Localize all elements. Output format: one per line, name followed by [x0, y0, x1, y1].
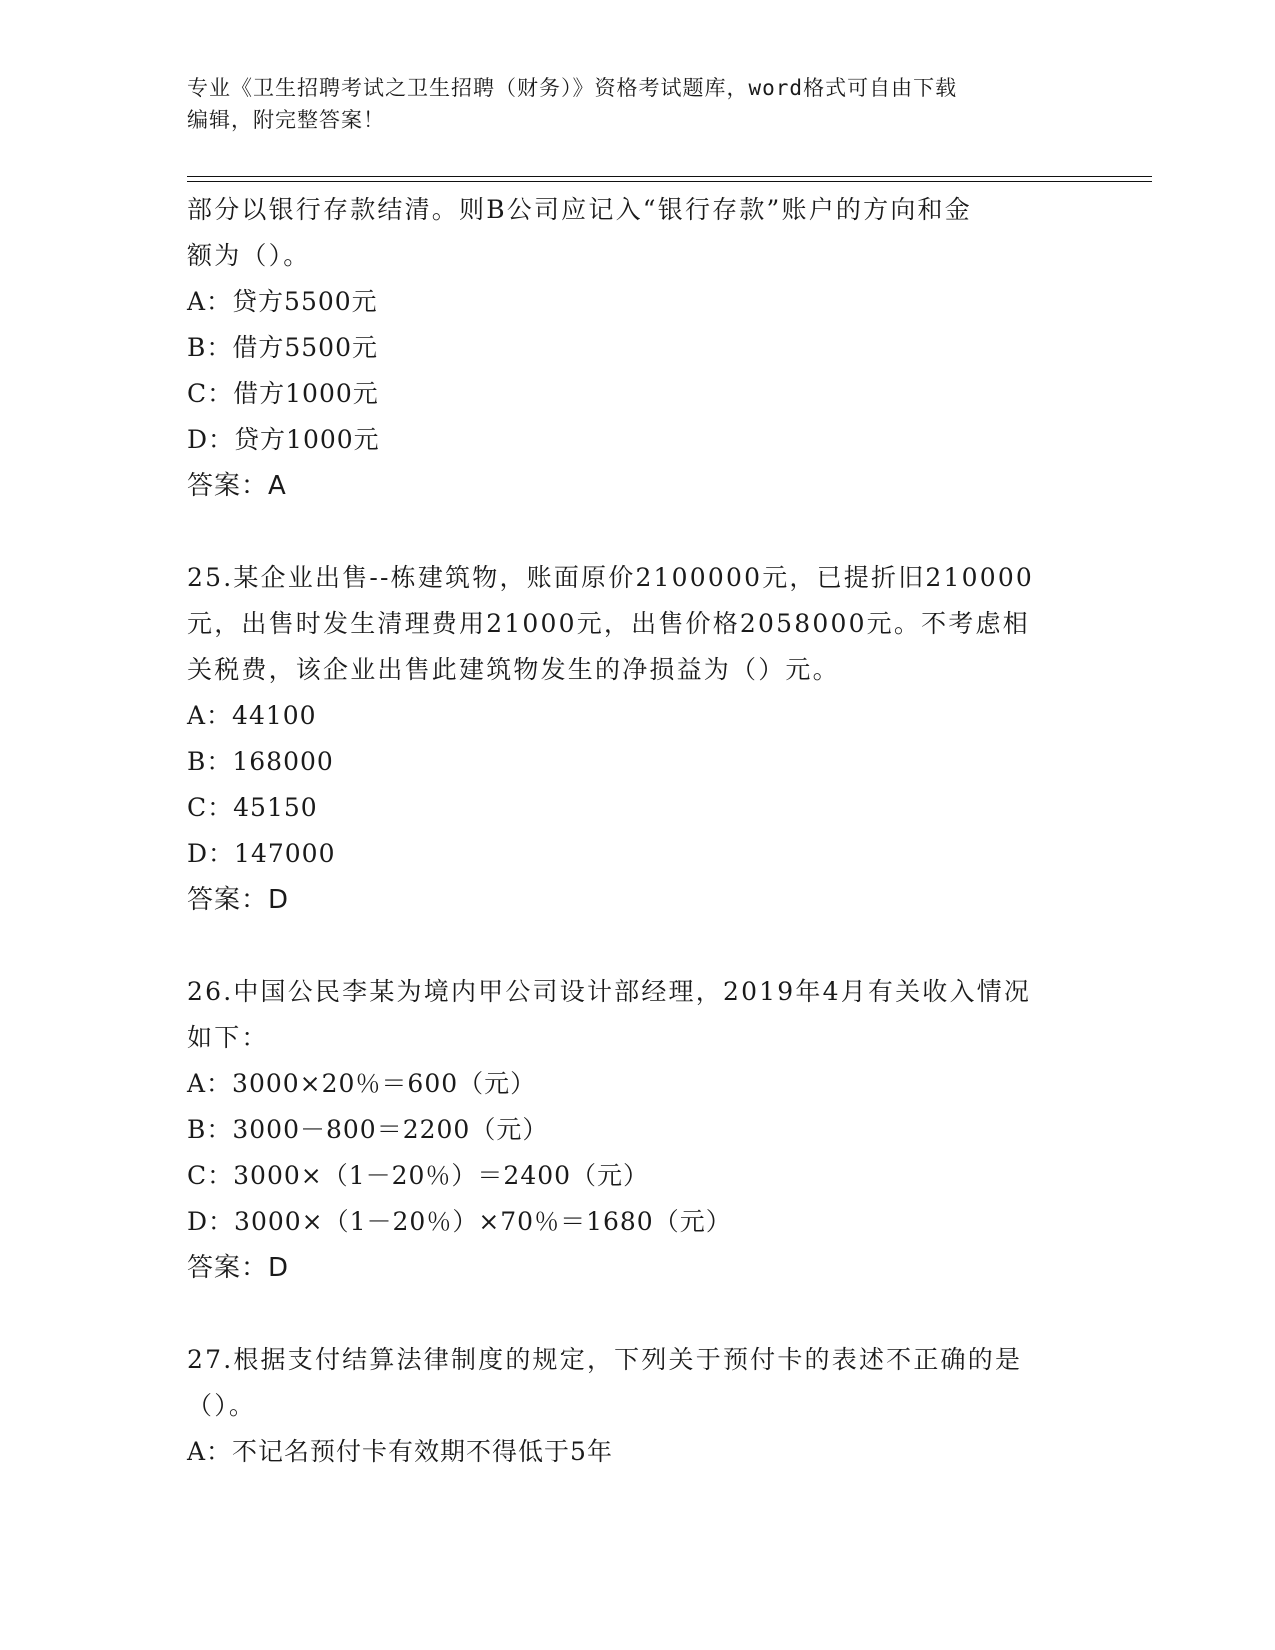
option-b: B：借方5500元 [187, 333, 378, 362]
option-b: B：3000－800＝2200（元） [187, 1115, 549, 1144]
header-line-1: 专业《卫生招聘考试之卫生招聘（财务）》资格考试题库，word格式可自由下载 [187, 76, 958, 100]
header-divider-top [187, 176, 1152, 177]
header-line-2: 编辑，附完整答案！ [187, 108, 385, 132]
header-divider-bottom [187, 181, 1152, 182]
answer-label: 答案：A [187, 471, 287, 501]
option-a: A：3000×20％＝600（元） [187, 1069, 537, 1098]
answer-label: 答案：D [187, 885, 290, 915]
question-text-line: 25.某企业出售--栋建筑物，账面原价2100000元，已提折旧210000 [187, 563, 1035, 592]
spacer [187, 509, 1087, 555]
option-c: C：3000×（1－20％）＝2400（元） [187, 1161, 650, 1190]
option-a: A：贷方5500元 [187, 287, 378, 316]
option-c: C：45150 [187, 793, 318, 822]
question-text-line: 元，出售时发生清理费用21000元，出售价格2058000元。不考虑相 [187, 609, 1030, 638]
question-fragment [187, 187, 1087, 509]
question-text-line: 27.根据支付结算法律制度的规定，下列关于预付卡的表述不正确的是 [187, 1345, 1023, 1374]
option-d: D：3000×（1－20％）×70％＝1680（元） [187, 1207, 732, 1236]
question-text-line: 26.中国公民李某为境内甲公司设计部经理，2019年4月有关收入情况 [187, 977, 1032, 1006]
question-text-line: 部分以银行存款结清。则B公司应记入“银行存款”账户的方向和金 [187, 195, 972, 224]
question-text-line: （）。 [187, 1391, 257, 1420]
option-a: A：不记名预付卡有效期不得低于5年 [187, 1437, 613, 1466]
option-d: D：贷方1000元 [187, 425, 380, 454]
question-27 [187, 1337, 1087, 1475]
question-26 [187, 969, 1087, 1291]
answer-label: 答案：D [187, 1253, 290, 1283]
spacer [187, 923, 1087, 969]
question-text-line: 如下： [187, 1023, 269, 1052]
option-b: B：168000 [187, 747, 334, 776]
question-25 [187, 555, 1087, 923]
option-c: C：借方1000元 [187, 379, 379, 408]
option-a: A：44100 [187, 701, 317, 730]
question-text-line: 额为（）。 [187, 241, 311, 270]
question-text-line: 关税费，该企业出售此建筑物发生的净损益为（）元。 [187, 655, 840, 684]
document-body [187, 187, 1087, 1475]
option-d: D：147000 [187, 839, 336, 868]
spacer [187, 1291, 1087, 1337]
document-header [187, 72, 1087, 136]
